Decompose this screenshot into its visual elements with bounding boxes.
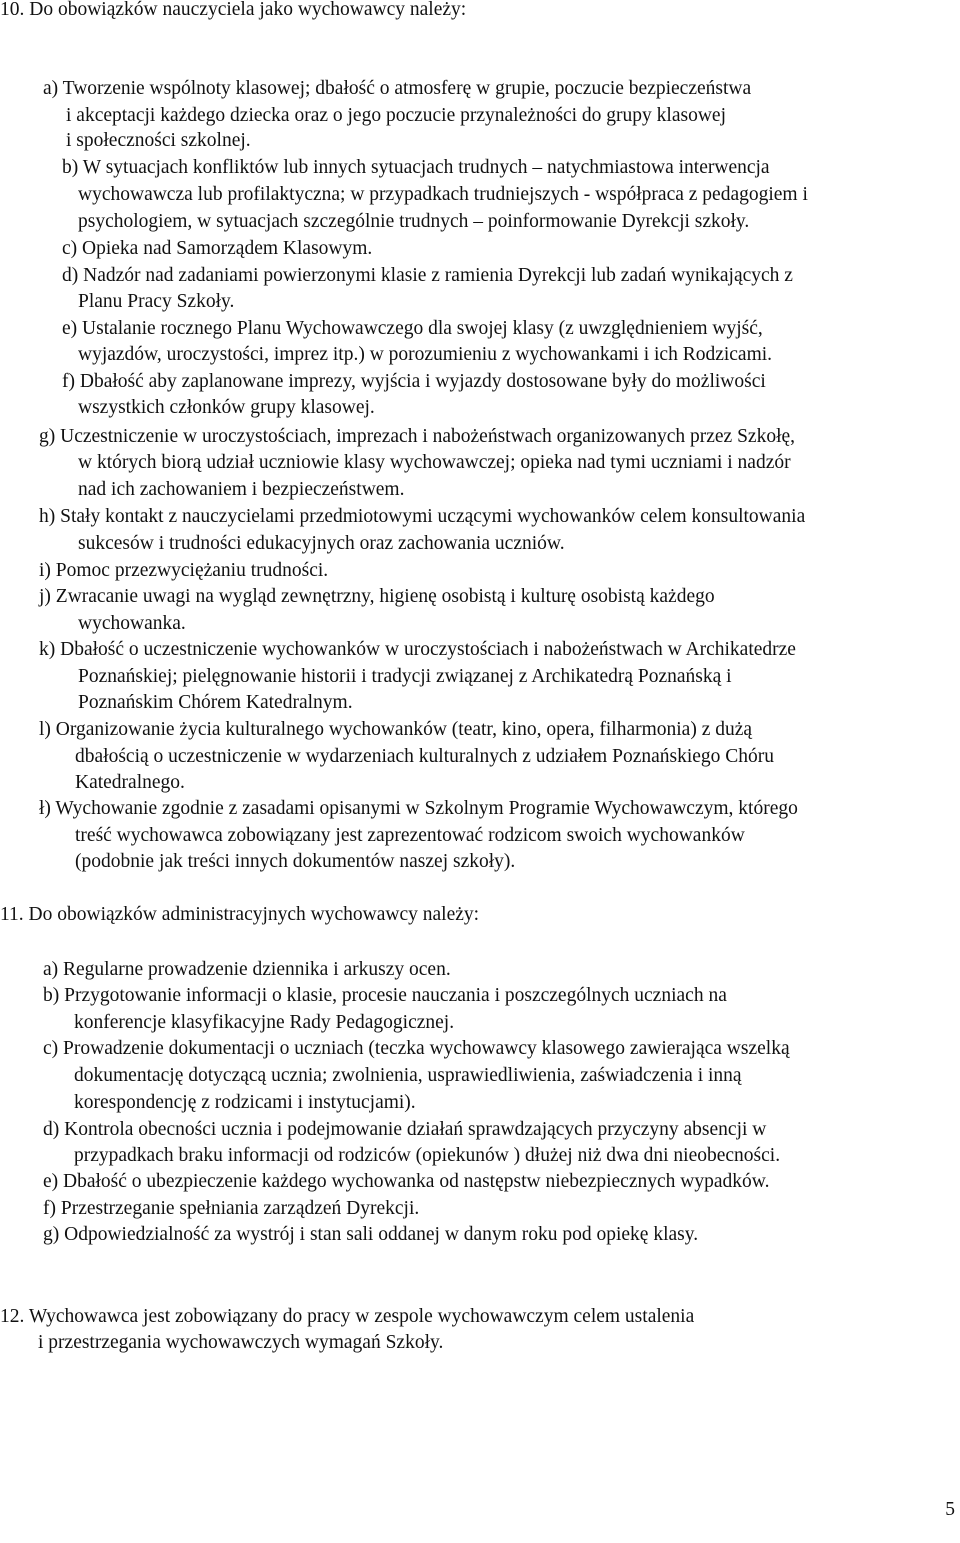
list-item-line: Poznańskiej; pielęgnowanie historii i tradycji związanej z Archikatedrą Poznańską i [78,666,732,687]
list-item-line: nad ich zachowaniem i bezpieczeństwem. [78,479,405,500]
list-item-line: i społeczności szkolnej. [66,130,251,151]
list-item-line: dokumentację dotyczącą ucznia; zwolnienia, usprawiedliwienia, zaświadczenia i inną [74,1065,742,1086]
section-11-heading: 11. Do obowiązków administracyjnych wychowawcy należy: [0,904,480,925]
list-item-line: wyjazdów, uroczystości, imprez itp.) w porozumieniu z wychowankami i ich Rodzicami. [78,344,773,365]
list-item-line: (podobnie jak treści innych dokumentów naszej szkoły). [75,851,516,872]
list-item-line: f) Przestrzeganie spełniania zarządzeń Dyrekcji. [43,1198,420,1219]
list-item-line: c) Opieka nad Samorządem Klasowym. [62,238,373,259]
list-item-line: g) Uczestniczenie w uroczystościach, imprezach i nabożeństwach organizowanych przez Szkołę, [39,426,796,447]
list-item-line: ł) Wychowanie zgodnie z zasadami opisanymi w Szkolnym Programie Wychowawczym, którego [39,798,798,819]
page-number: 5 [945,1499,955,1520]
paragraph-line: i przestrzegania wychowawczych wymagań Szkoły. [38,1332,444,1353]
list-item-line: a) Regularne prowadzenie dziennika i arkuszy ocen. [43,959,451,980]
list-item-line: e) Dbałość o ubezpieczenie każdego wychowanka od następstw niebezpiecznych wypadków. [43,1171,770,1192]
list-item-line: c) Prowadzenie dokumentacji o uczniach (teczka wychowawcy klasowego zawierająca wszelką [43,1038,790,1059]
list-item-line: e) Ustalanie rocznego Planu Wychowawczego dla swojej klasy (z uwzględnieniem wyjść, [62,318,763,339]
list-item-line: Katedralnego. [75,772,185,793]
section-10-heading: 10. Do obowiązków nauczyciela jako wychowawcy należy: [0,0,467,20]
list-item-line: i akceptacji każdego dziecka oraz o jego poczucie przynależności do grupy klasowej [66,105,726,126]
list-item-line: f) Dbałość aby zaplanowane imprezy, wyjścia i wyjazdy dostosowane były do możliwości [62,371,766,392]
list-item-line: Poznańskim Chórem Katedralnym. [78,692,353,713]
list-item-line: d) Kontrola obecności ucznia i podejmowanie działań sprawdzających przyczyny absencji w [43,1119,767,1140]
list-item-line: l) Organizowanie życia kulturalnego wychowanków (teatr, kino, opera, filharmonia) z dużą [39,719,753,740]
list-item-line: wychowanka. [78,613,186,634]
list-item-line: j) Zwracanie uwagi na wygląd zewnętrzny, higienę osobistą i kulturę osobistą każdego [39,586,715,607]
list-item-line: i) Pomoc przezwyciężaniu trudności. [39,560,329,581]
list-item-line: przypadkach braku informacji od rodziców (opiekunów ) dłużej niż dwa dni nieobecności. [74,1145,781,1166]
list-item-line: k) Dbałość o uczestniczenie wychowanków w uroczystościach i nabożeństwach w Archikatedrze [39,639,796,660]
list-item-line: sukcesów i trudności edukacyjnych oraz zachowania uczniów. [78,533,565,554]
list-item-line: h) Stały kontakt z nauczycielami przedmiotowymi uczącymi wychowanków celem konsultowania [39,506,806,527]
list-item-line: a) Tworzenie wspólnoty klasowej; dbałość o atmosferę w grupie, poczucie bezpieczeństwa [43,78,752,99]
list-item-line: w których biorą udział uczniowie klasy wychowawczej; opieka nad tymi uczniami i nadzór [78,452,791,473]
list-item-line: psychologiem, w sytuacjach szczególnie trudnych – poinformowanie Dyrekcji szkoły. [78,211,750,232]
list-item-line: d) Nadzór nad zadaniami powierzonymi klasie z ramienia Dyrekcji lub zadań wynikających z [62,265,793,286]
list-item-line: treść wychowawca zobowiązany jest zaprezentować rodzicom swoich wychowanków [75,825,745,846]
list-item-line: g) Odpowiedzialność za wystrój i stan sali oddanej w danym roku pod opiekę klasy. [43,1224,699,1245]
list-item-line: b) W sytuacjach konfliktów lub innych sytuacjach trudnych – natychmiastowa interwencja [62,157,770,178]
list-item-line: Planu Pracy Szkoły. [78,291,235,312]
list-item-line: wychowawcza lub profilaktyczna; w przypadkach trudniejszych - współpraca z pedagogiem i [78,184,808,205]
paragraph-line: 12. Wychowawca jest zobowiązany do pracy w zespole wychowawczym celem ustalenia [0,1306,695,1327]
list-item-line: b) Przygotowanie informacji o klasie, procesie nauczania i poszczególnych uczniach na [43,985,727,1006]
list-item-line: dbałością o uczestniczenie w wydarzeniach kulturalnych z udziałem Poznańskiego Chóru [75,746,775,767]
list-item-line: korespondencję z rodzicami i instytucjami). [74,1092,416,1113]
list-item-line: konferencje klasyfikacyjne Rady Pedagogicznej. [74,1012,455,1033]
list-item-line: wszystkich członków grupy klasowej. [78,397,375,418]
